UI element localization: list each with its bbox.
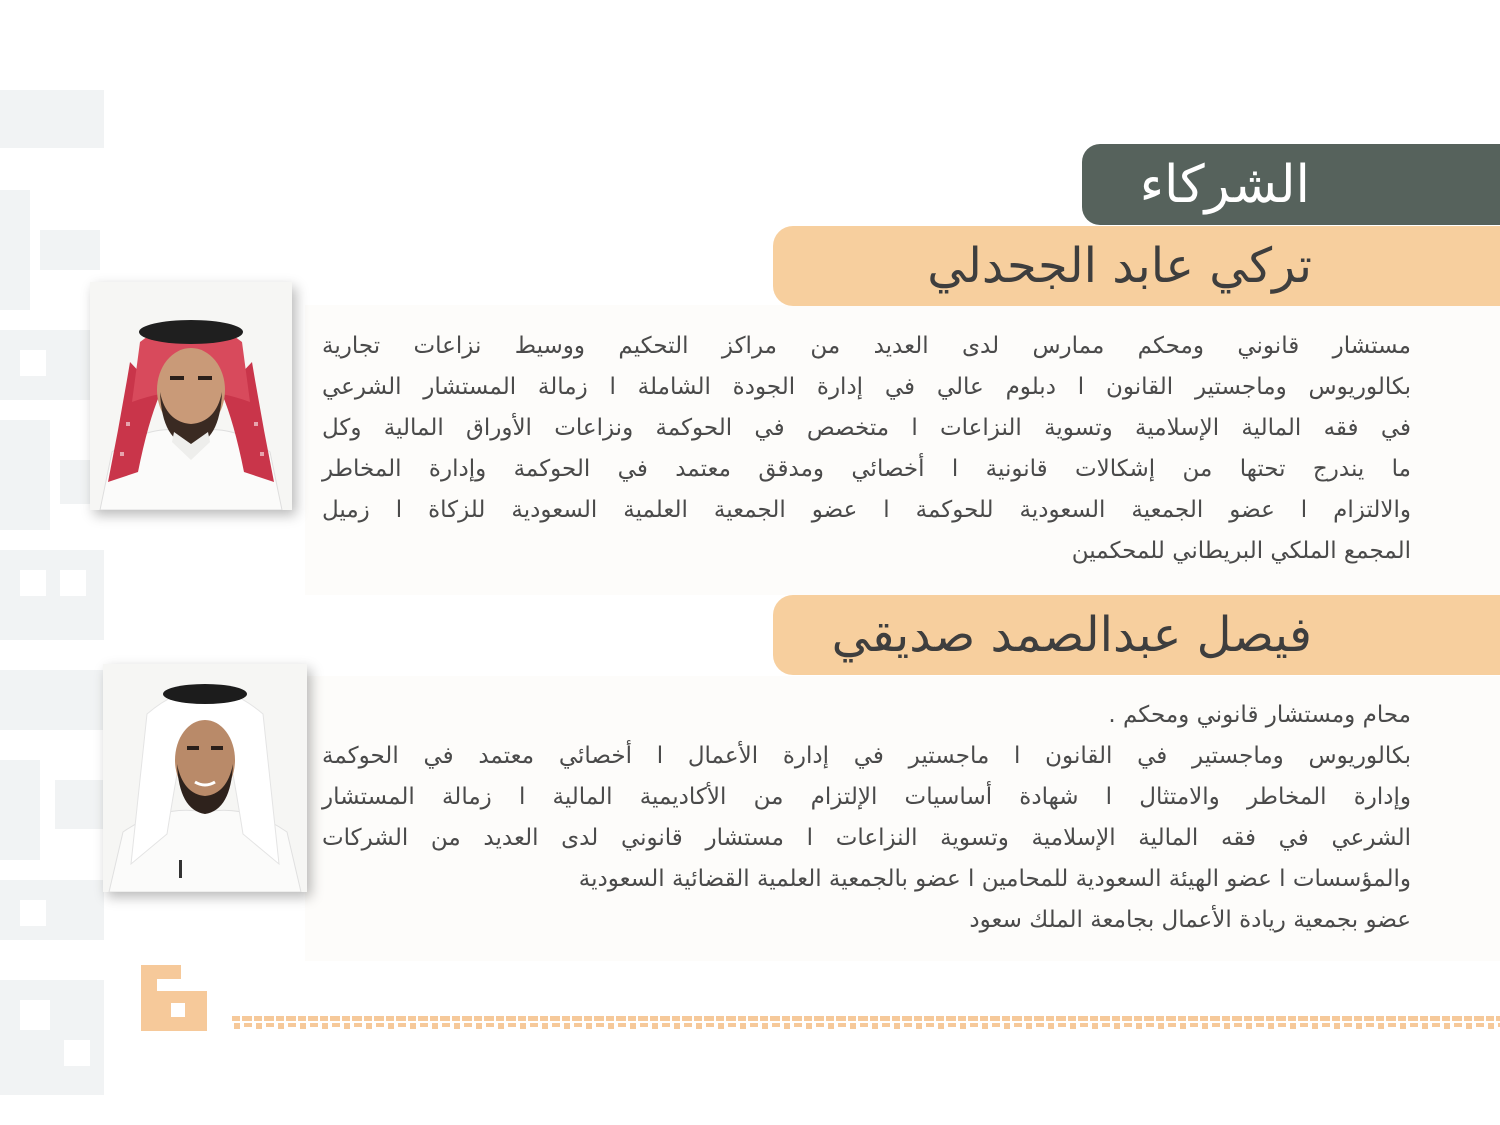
partner-bio	[322, 695, 1411, 941]
portrait-illustration	[90, 282, 292, 510]
portrait-illustration	[103, 664, 307, 892]
bio-line: عضو بجمعية ريادة الأعمال بجامعة الملك سعود	[969, 907, 1411, 933]
bio-line: والمؤسسات ا عضو الهيئة السعودية للمحامين ا عضو بالجمعية العلمية القضائية السعودية	[578, 866, 1411, 892]
bio-line: بكالوريوس وماجستير في القانون ا ماجستير في إدارة الأعمال ا أخصائي معتمد في الحوكمة	[322, 743, 1411, 769]
bio-line: بكالوريوس وماجستير القانون ا دبلوم عالي في إدارة الجودة الشاملة ا زمالة المستشار الشرعي	[322, 374, 1411, 400]
partner-name-bar	[773, 595, 1500, 675]
brand-mark-icon	[141, 965, 207, 1031]
partner-name: فيصل عبدالصمد صديقي	[831, 607, 1312, 663]
bio-line: في فقه المالية الإسلامية وتسوية النزاعات ا متخصص في الحوكمة ونزاعات الأوراق المالية وكل	[322, 415, 1411, 441]
partner-name: تركي عابد الجحدلي	[927, 238, 1312, 294]
decorative-pattern	[0, 80, 110, 1110]
section-title-bar	[1082, 144, 1500, 225]
partner-bio	[322, 326, 1411, 572]
partner-name-bar	[773, 226, 1500, 306]
decorative-border	[232, 1013, 1500, 1031]
bio-line: وإدارة المخاطر والامتثال ا شهادة أساسيات الإلتزام من الأكاديمية المالية ا زمالة المستشار	[322, 784, 1411, 810]
bio-line: الشرعي في فقه المالية الإسلامية وتسوية النزاعات ا مستشار قانوني لدى العديد من الشركات	[322, 825, 1411, 851]
partner-photo	[90, 282, 292, 510]
bio-line: ما يندرج تحتها من إشكالات قانونية ا أخصائي ومدقق معتمد في الحوكمة وإدارة المخاطر	[322, 456, 1411, 482]
partner-photo	[103, 664, 307, 892]
bio-line: والالتزام ا عضو الجمعية السعودية للحوكمة ا عضو الجمعية العلمية السعودية للزكاة ا زميل	[322, 497, 1411, 523]
bio-line: مستشار قانوني ومحكم ممارس لدى العديد من مراكز التحكيم ووسيط نزاعات تجارية	[322, 333, 1411, 359]
bio-line: محام ومستشار قانوني ومحكم .	[1108, 702, 1411, 728]
section-title: الشركاء	[1139, 154, 1310, 215]
bio-line: المجمع الملكي البريطاني للمحكمين	[1071, 538, 1411, 564]
